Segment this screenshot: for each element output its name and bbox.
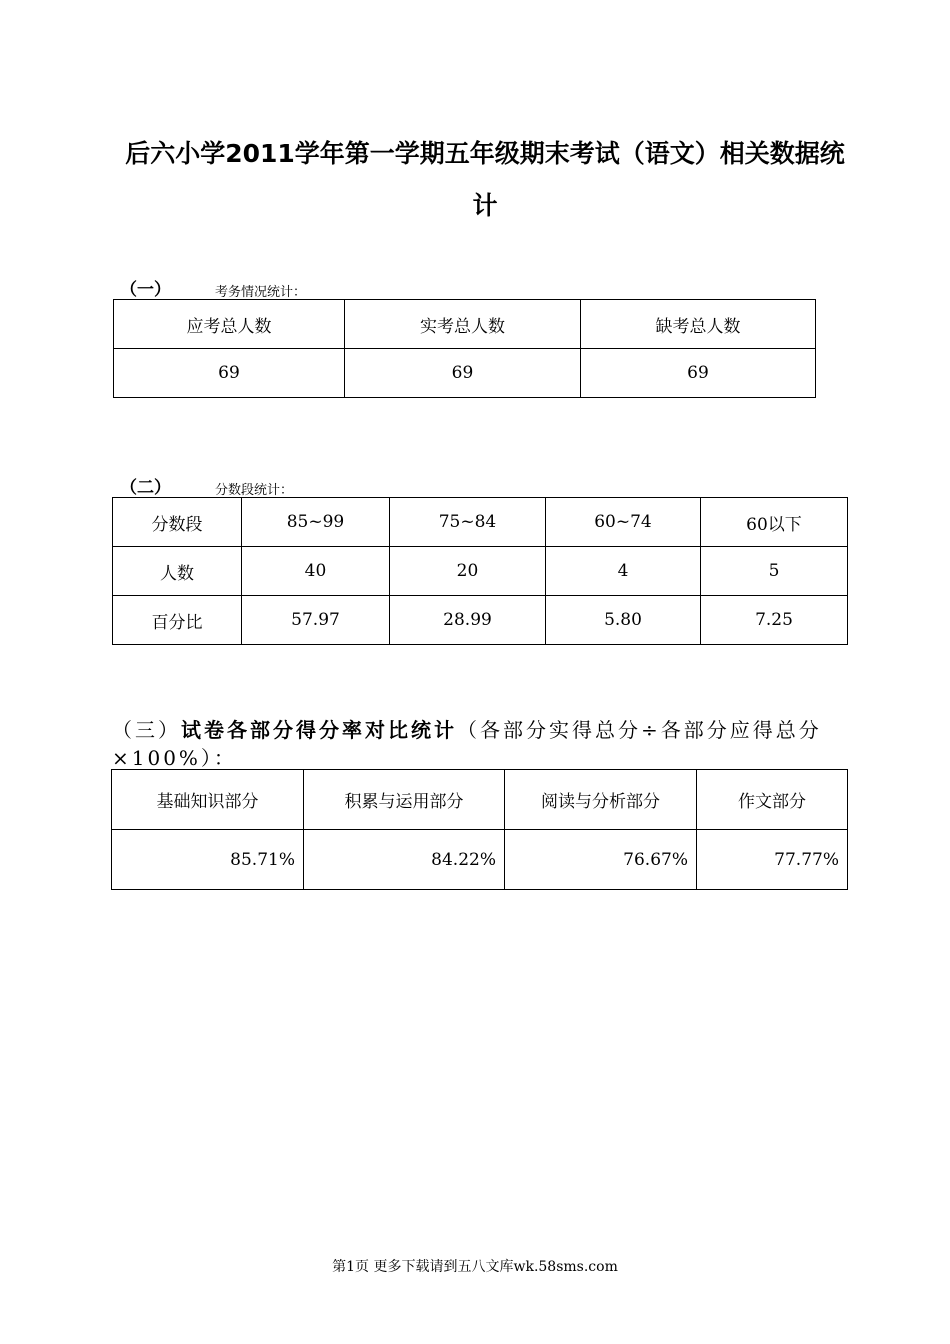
table-cell: 分数段 [113, 498, 242, 547]
title-line-1: 后六小学2011学年第一学期五年级期末考试（语文）相关数据统 [125, 139, 845, 168]
section1-caption: 考务情况统计： [215, 285, 307, 300]
page-footer: 第1页 更多下载请到五八文库wk.58sms.com [332, 1259, 618, 1275]
page-title [110, 128, 860, 232]
table-row [113, 547, 848, 596]
exam-attendance-table [113, 299, 816, 398]
table-cell: 人数 [113, 547, 242, 596]
table-cell: 28.99 [390, 596, 546, 645]
section3-heading [112, 716, 862, 772]
table-cell: 69 [345, 349, 581, 398]
table-cell: 76.67% [505, 830, 697, 890]
score-range-table [112, 497, 848, 645]
table-cell: 基础知识部分 [112, 770, 304, 830]
table-cell: 40 [242, 547, 390, 596]
table-row [114, 349, 816, 398]
table-cell: 5 [701, 547, 848, 596]
table-row [113, 596, 848, 645]
table-cell: 4 [546, 547, 701, 596]
section1-number: （一） [120, 280, 171, 300]
table-row [112, 770, 848, 830]
table-cell: 75~84 [390, 498, 546, 547]
section3-title: 试卷各部分得分率对比统计 [181, 718, 457, 742]
table-row [114, 300, 816, 349]
table-row [113, 498, 848, 547]
table-cell: 77.77% [697, 830, 848, 890]
section-score-rate-table [111, 769, 848, 890]
section3-number: （三） [112, 718, 181, 742]
table-cell: 60~74 [546, 498, 701, 547]
table-cell: 20 [390, 547, 546, 596]
table-cell: 60以下 [701, 498, 848, 547]
table-cell: 69 [581, 349, 816, 398]
table-cell: 7.25 [701, 596, 848, 645]
table-cell: 应考总人数 [114, 300, 345, 349]
table-cell: 85.71% [112, 830, 304, 890]
table-cell: 阅读与分析部分 [505, 770, 697, 830]
table-cell: 实考总人数 [345, 300, 581, 349]
section3-note: （各部分实得总分÷各部分应得总分×100%）： [112, 718, 822, 770]
section2-caption: 分数段统计： [215, 483, 294, 498]
table-cell: 作文部分 [697, 770, 848, 830]
table-cell: 积累与运用部分 [304, 770, 505, 830]
table-cell: 百分比 [113, 596, 242, 645]
table-cell: 57.97 [242, 596, 390, 645]
title-line-2: 计 [472, 191, 498, 220]
table-cell: 84.22% [304, 830, 505, 890]
table-cell: 缺考总人数 [581, 300, 816, 349]
table-cell: 5.80 [546, 596, 701, 645]
table-cell: 85~99 [242, 498, 390, 547]
section2-number: （二） [120, 478, 171, 498]
table-cell: 69 [114, 349, 345, 398]
table-row [112, 830, 848, 890]
